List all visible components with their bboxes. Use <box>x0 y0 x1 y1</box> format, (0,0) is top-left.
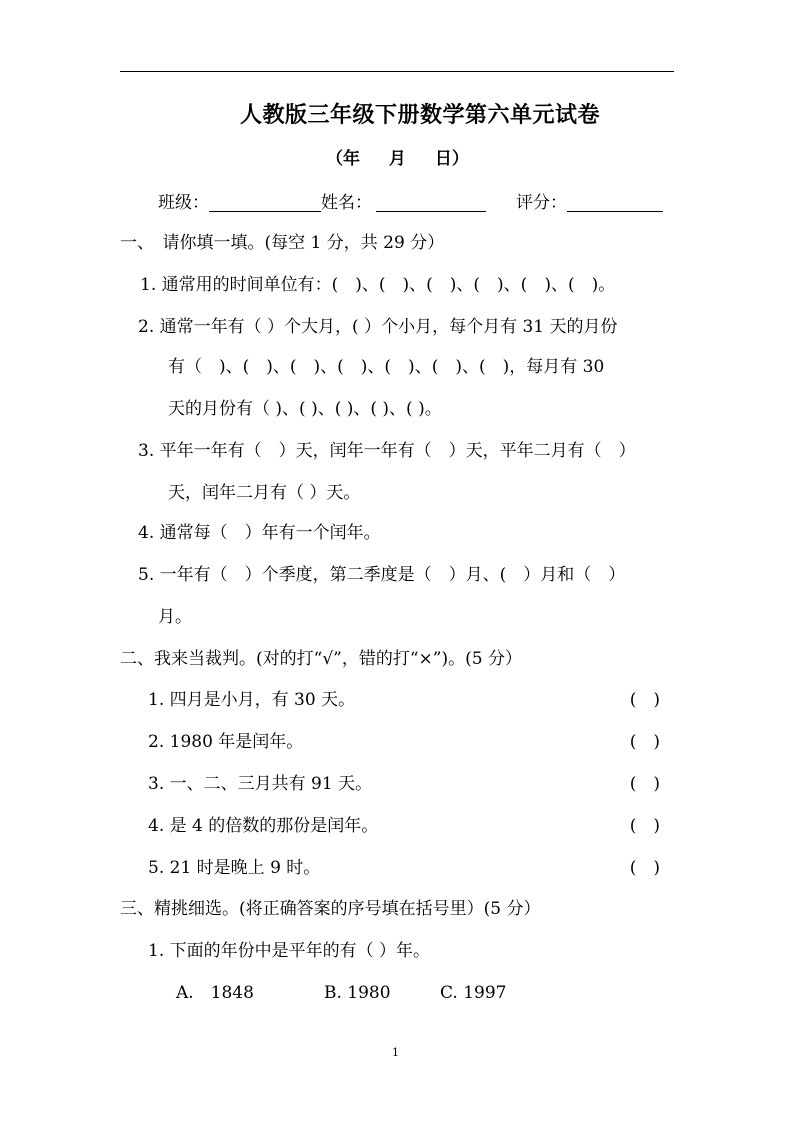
s3-option-b[interactable]: B. 1980 <box>324 983 391 1003</box>
s1-question-2-line-2: 有（ )、( )、( )、( )、( )、( )、( )，每月有 30 <box>168 357 605 377</box>
s2-item-1: 1. 四月是小月，有 30 天。 <box>148 690 356 710</box>
info-row <box>158 192 663 214</box>
s3-option-c[interactable]: C. 1997 <box>440 983 507 1003</box>
header-rule <box>120 71 674 72</box>
class-label: 班级： <box>158 193 209 213</box>
s3-question-1: 1. 下面的年份中是平年的有（ ）年。 <box>148 941 431 961</box>
s1-question-4: 4. 通常每（ ）年有一个闰年。 <box>138 523 381 543</box>
s2-item-4: 4. 是 4 的倍数的那份是闰年。 <box>148 816 379 836</box>
date-line: （年 月 日） <box>326 149 469 169</box>
s2-item-3: 3. 一、二、三月共有 91 天。 <box>148 774 373 794</box>
s2-item-2: 2. 1980 年是闰年。 <box>148 732 304 752</box>
section3-heading: 三、精挑细选。(将正确答案的序号填在括号里）(5 分） <box>120 899 541 919</box>
s1-question-5-line-2: 月。 <box>158 607 192 627</box>
document-title: 人教版三年级下册数学第六单元试卷 <box>240 102 601 128</box>
s2-item-3-mark[interactable]: ( ) <box>629 774 660 794</box>
s2-item-2-mark[interactable]: ( ) <box>629 732 660 752</box>
s1-question-5-line-1: 5. 一年有（ ）个季度，第二季度是（ ）月、( ）月和（ ） <box>138 565 626 585</box>
score-blank[interactable] <box>567 193 663 212</box>
s1-question-3-line-1: 3. 平年一年有（ ）天，闰年一年有（ ）天，平年二月有（ ） <box>138 441 636 461</box>
s1-question-2-line-3: 天的月份有（ )、( )、( )、( )、( )。 <box>168 399 442 419</box>
s2-item-4-mark[interactable]: ( ) <box>629 816 660 836</box>
s1-question-3-line-2: 天，闰年二月有（ ）天。 <box>168 483 361 503</box>
page-number: 1 <box>392 1046 399 1059</box>
section1-heading: 一、 请你填一填。(每空 1 分，共 29 分） <box>120 233 445 253</box>
s1-question-1: 1. 通常用的时间单位有：( )、( )、( )、( )、( )、( )。 <box>140 275 616 295</box>
s3-option-a[interactable]: A. 1848 <box>176 983 254 1003</box>
s1-question-2-line-1: 2. 通常一年有（ ）个大月，( ）个小月，每个月有 31 天的月份 <box>138 317 618 337</box>
s2-item-5: 5. 21 时是晚上 9 时。 <box>148 858 321 878</box>
class-blank[interactable] <box>209 193 321 212</box>
name-label: 姓名： <box>321 193 372 213</box>
section2-heading: 二、我来当裁判。(对的打“√”，错的打“×”)。(5 分） <box>120 649 522 669</box>
s2-item-5-mark[interactable]: ( ) <box>629 858 660 878</box>
name-blank[interactable] <box>376 193 486 212</box>
s2-item-1-mark[interactable]: ( ) <box>629 690 660 710</box>
score-label: 评分： <box>516 193 567 213</box>
